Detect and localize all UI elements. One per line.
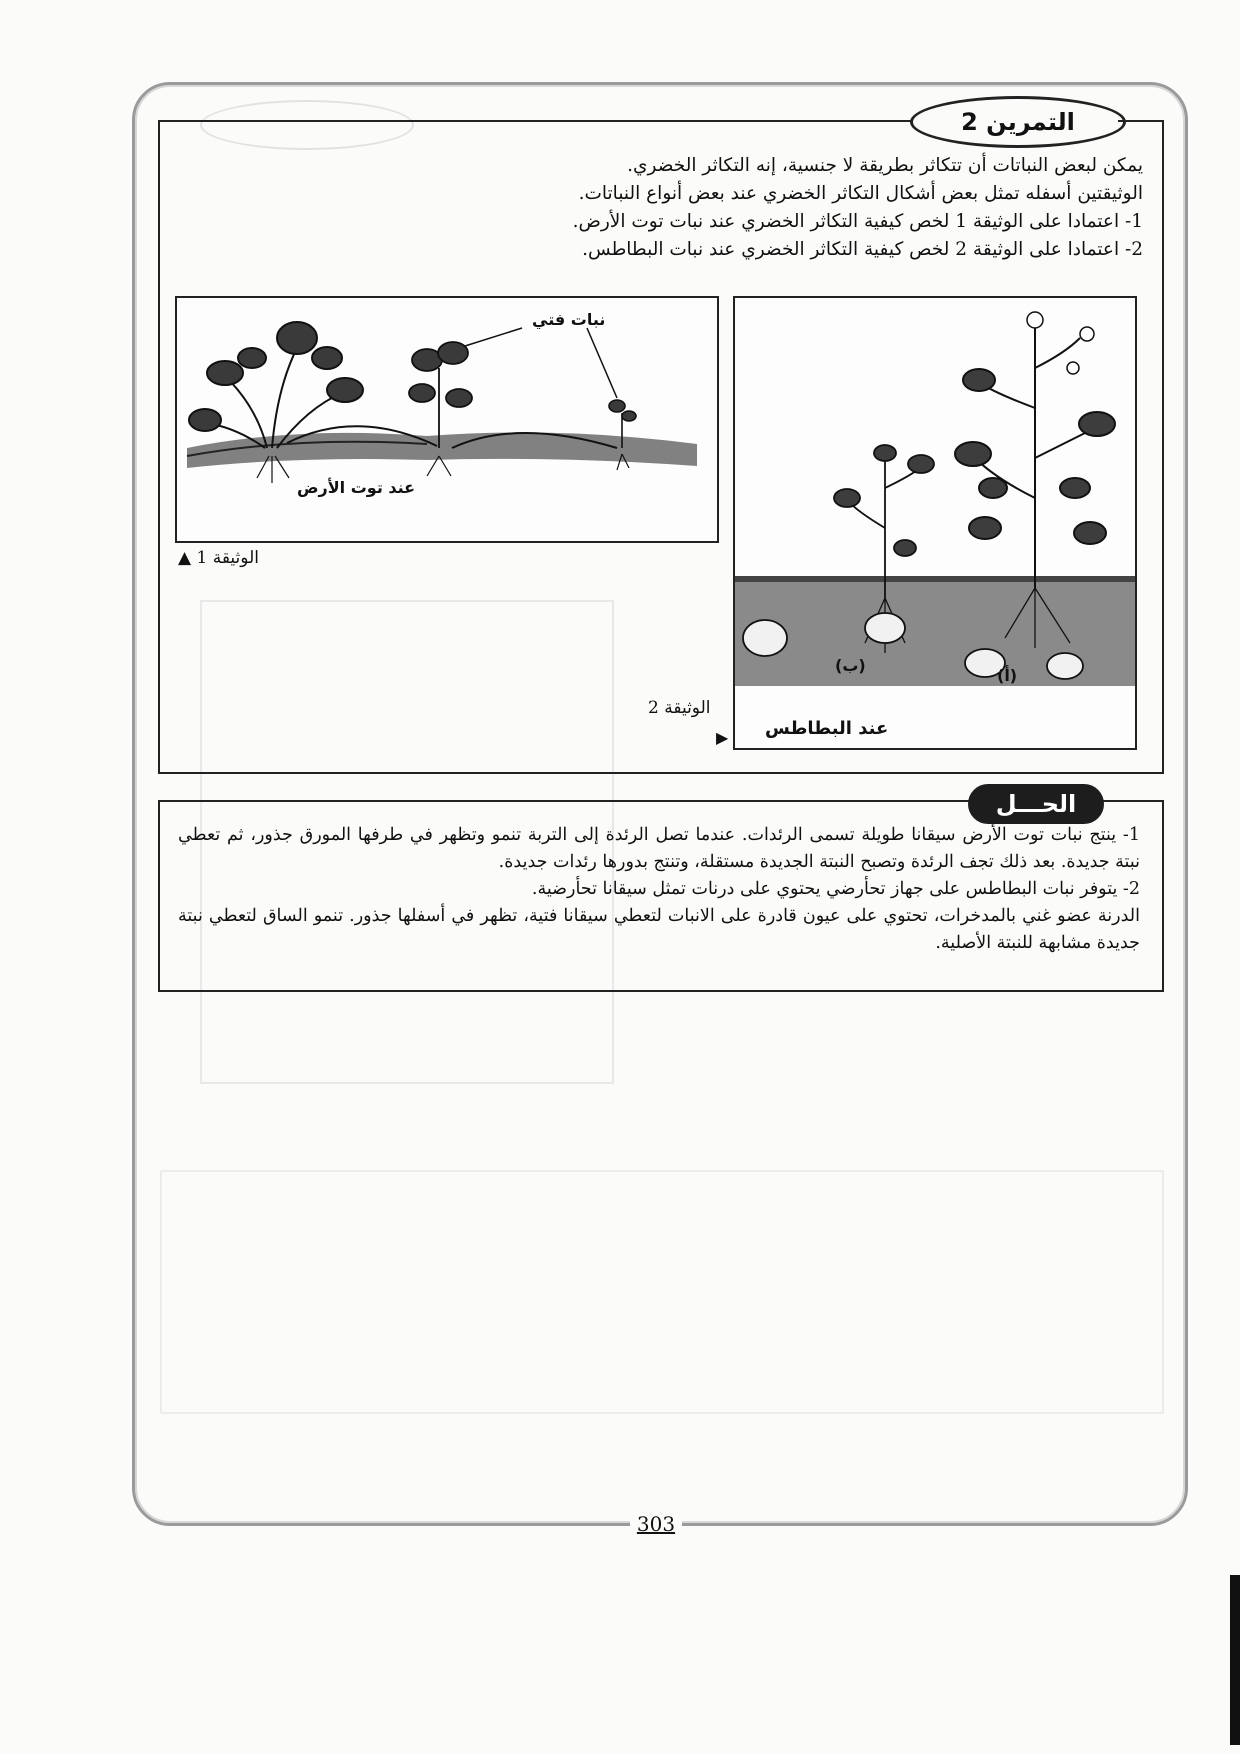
document-2-label (648, 698, 711, 718)
exercise-title: التمرين 2 (910, 96, 1126, 148)
page-number: 303 (630, 1512, 682, 1540)
document-1-label-text: الوثيقة 1 (196, 548, 259, 568)
statement-line: 2- اعتمادا على الوثيقة 2 لخص كيفية التكاثر الخضري عند نبات البطاطس. (582, 239, 1143, 260)
document-2-caption: عند البطاطس (765, 718, 889, 739)
potato-illustration (735, 298, 1135, 748)
solution-paragraph: الدرنة عضو غني بالمدخرات، تحتوي على عيون قادرة على الانبات لتعطي سيقانا فتية، تظهر في أسفلها جذور. تنمو الساق لتعطي نبتة جديدة مشابهة للنبتة الأصلية. (178, 906, 1140, 953)
solution-title: الحـــل (968, 784, 1104, 824)
statement-line: 1- اعتمادا على الوثيقة 1 لخص كيفية التكاثر الخضري عند نبات توت الأرض. (572, 211, 1143, 232)
statement-line: الوثيقتين أسفله تمثل بعض أشكال التكاثر الخضري عند بعض أنواع النباتات. (578, 183, 1143, 204)
document-1-figure (175, 296, 719, 543)
strawberry-illustration (177, 298, 717, 541)
triangle-pointer-icon: ▶ (716, 728, 729, 747)
exercise-statement (175, 152, 1143, 264)
document-2-figure (733, 296, 1137, 750)
solution-paragraph: 2- يتوفر نبات البطاطس على جهاز تحأرضي يحتوي على درنات تمثل سيقانا تحأرضية. (531, 879, 1140, 899)
potato-tag-b: (ب) (835, 656, 866, 675)
document-2-label-text: الوثيقة 2 (648, 698, 711, 718)
solution-text (178, 822, 1140, 957)
document-1-annotation: نبات فتي (532, 310, 606, 329)
document-1-caption: عند توت الأرض (297, 478, 416, 497)
solution-rule (1108, 800, 1148, 802)
statement-line: يمكن لبعض النباتات أن تتكاثر بطريقة لا جنسية، إنه التكاثر الخضري. (627, 155, 1143, 176)
potato-tag-a: (أ) (997, 666, 1018, 685)
scan-edge-mark (1230, 1575, 1240, 1745)
solution-paragraph: 1- ينتج نبات توت الأرض سيقانا طويلة تسمى الرئدات. عندما تصل الرئدة إلى التربة تنمو وتظهر في طرفها المورق جذور، ثم تعطي نبتة جديدة. بعد ذلك تجف الرئدة وتصبح النبتة الجديدة مستقلة، وتنتج بدورها رئدات جديدة. (178, 825, 1140, 872)
triangle-marker-icon: ▲ (178, 548, 192, 568)
document-1-label (178, 548, 259, 568)
title-rule (1118, 120, 1158, 122)
